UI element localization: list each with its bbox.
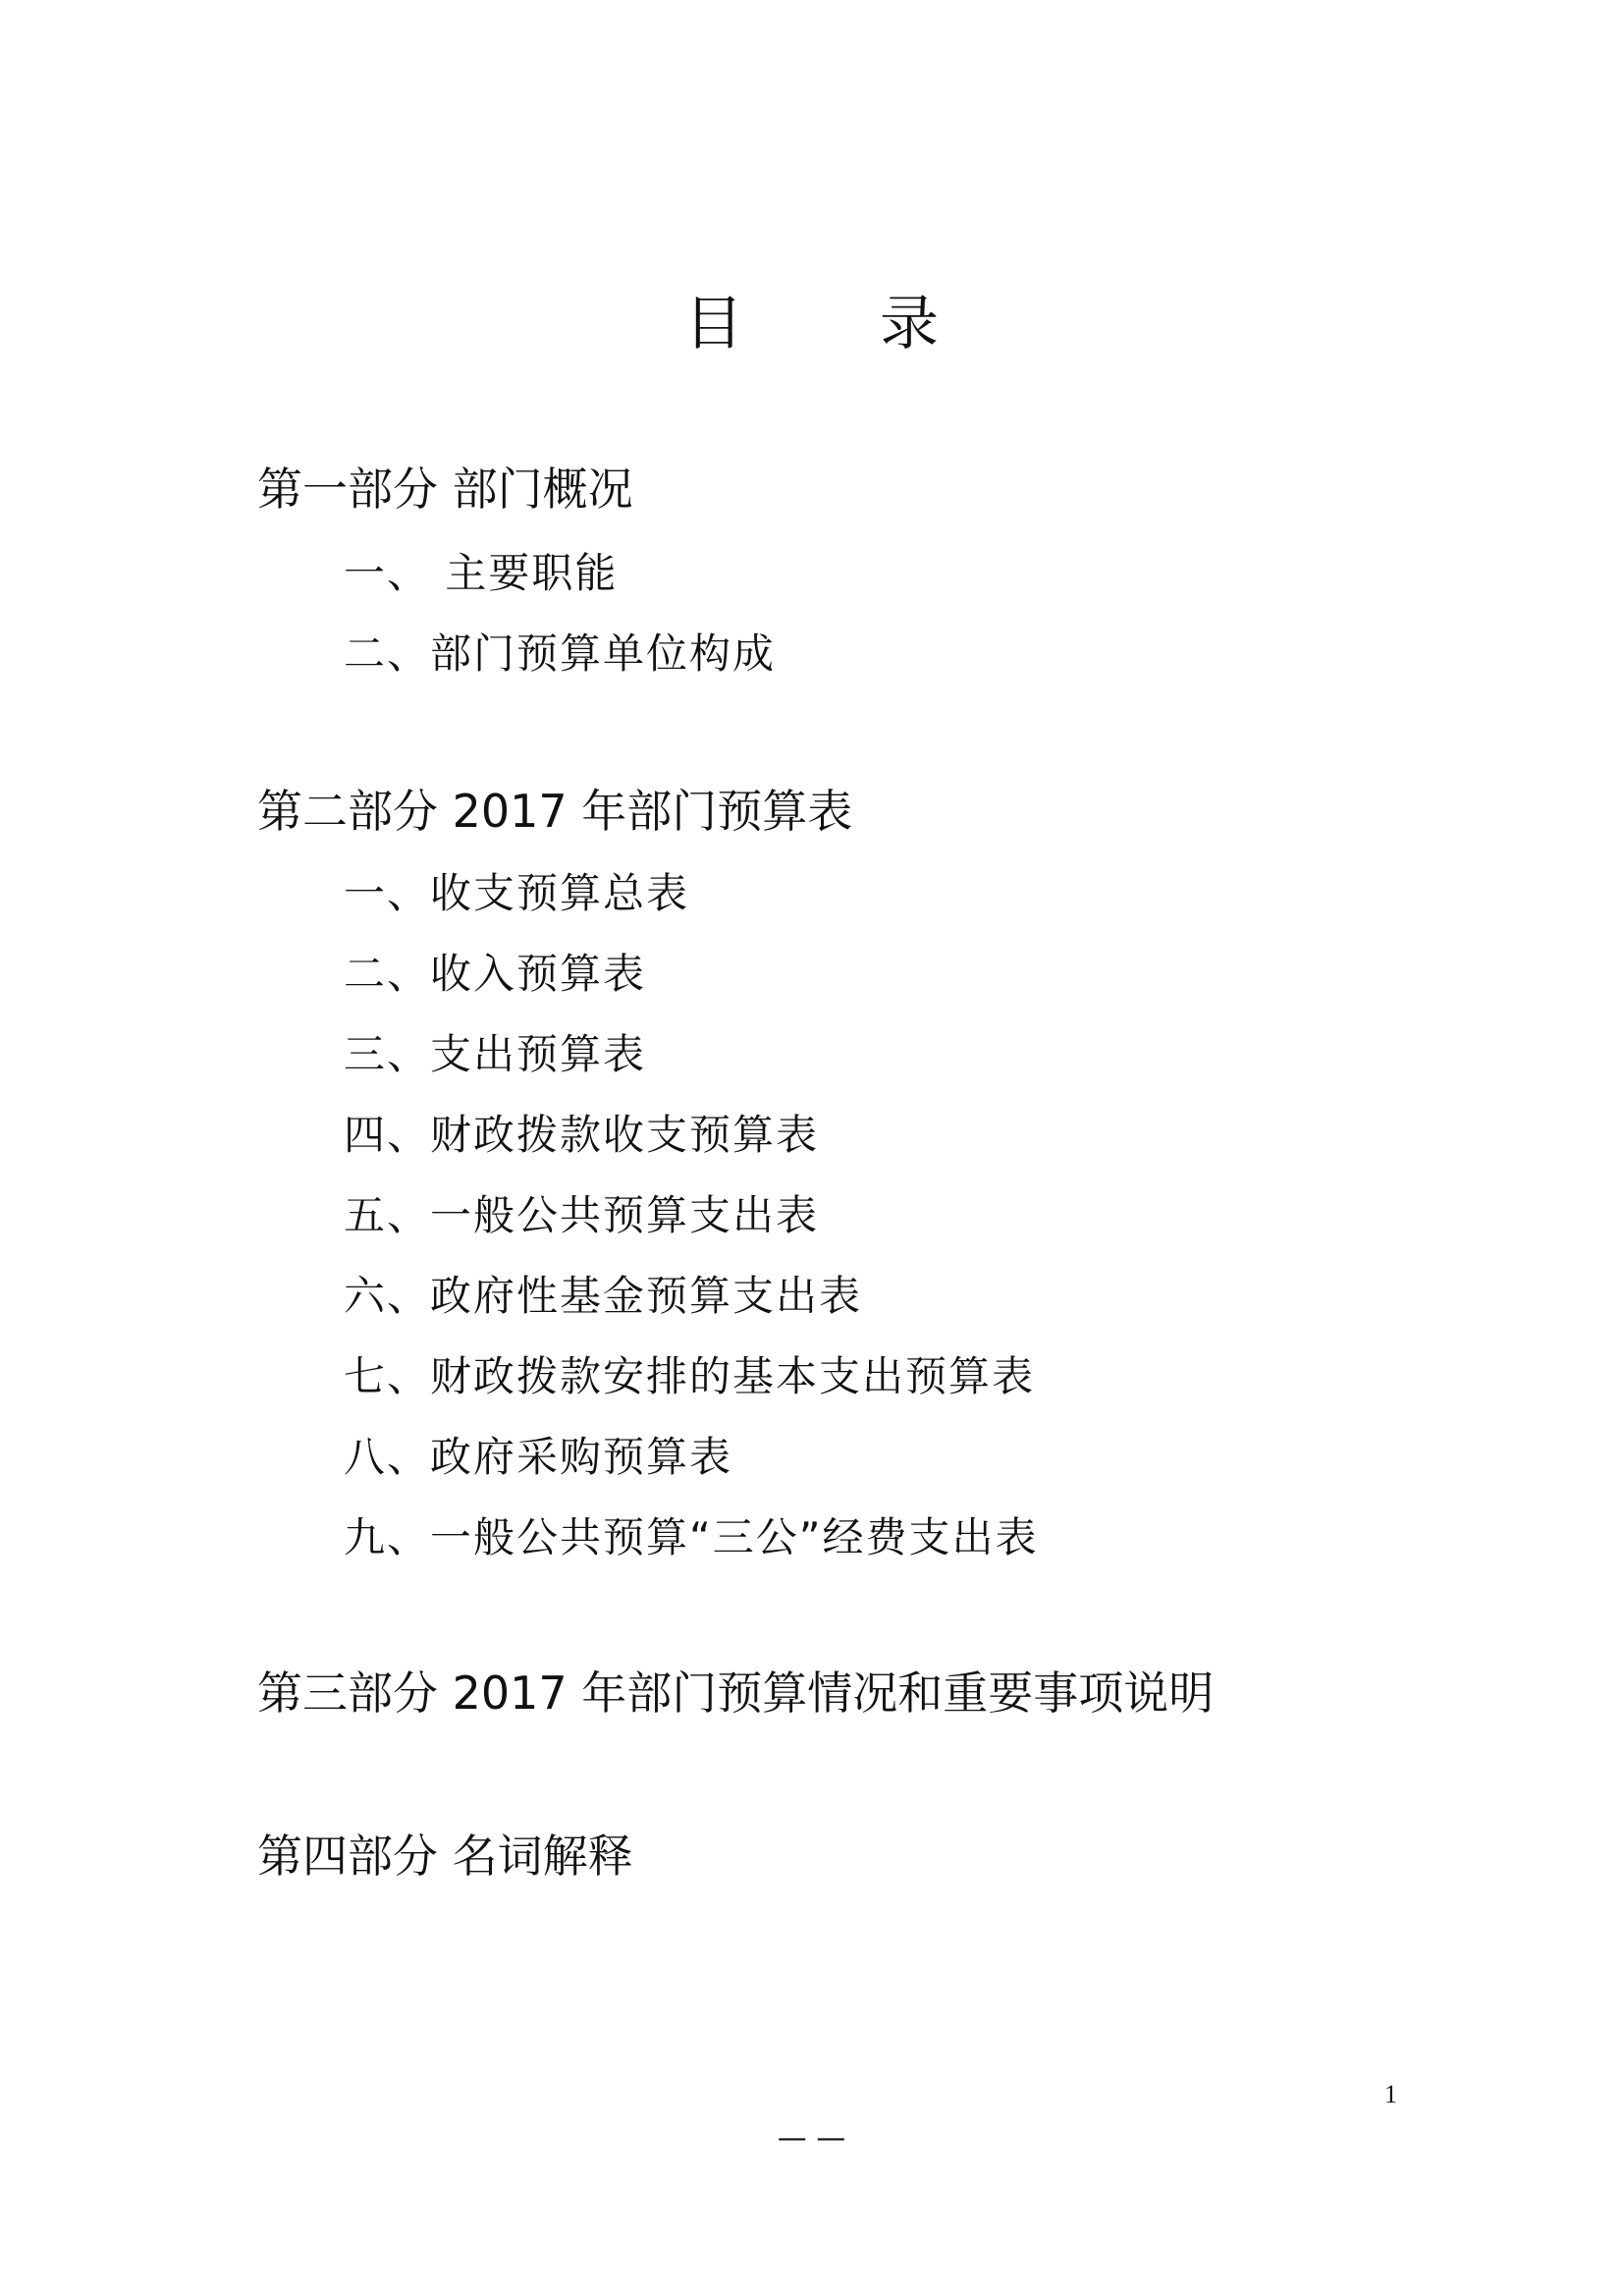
toc-part-2: 第二部分 2017 年部门预算表 (257, 785, 853, 838)
toc-part-3: 第三部分 2017 年部门预算情况和重要事项说明 (257, 1667, 1215, 1720)
toc-item-2-8: 八、政府采购预算表 (344, 1433, 733, 1481)
toc-item-1-1: 一、 主要职能 (344, 549, 619, 597)
footer-mark: — — (777, 2121, 846, 2156)
toc-item-2-3: 三、支出预算表 (344, 1030, 647, 1078)
page-number: 1 (1384, 2080, 1397, 2108)
toc-item-2-5: 五、一般公共预算支出表 (344, 1191, 820, 1239)
toc-item-2-7: 七、财政拨款安排的基本支出预算表 (344, 1352, 1036, 1400)
toc-item-2-4: 四、财政拨款收支预算表 (344, 1111, 820, 1159)
toc-item-2-9: 九、一般公共预算“三公”经费支出表 (344, 1513, 1039, 1561)
toc-item-2-2: 二、收入预算表 (344, 950, 647, 998)
toc-item-2-6: 六、政府性基金预算支出表 (344, 1272, 863, 1320)
toc-item-2-1: 一、收支预算总表 (344, 869, 690, 917)
toc-part-4: 第四部分 名词解释 (257, 1830, 633, 1883)
page-title: 目 录 (683, 290, 999, 358)
toc-item-1-2: 二、部门预算单位构成 (344, 629, 777, 678)
toc-part-1: 第一部分 部门概况 (257, 463, 633, 516)
